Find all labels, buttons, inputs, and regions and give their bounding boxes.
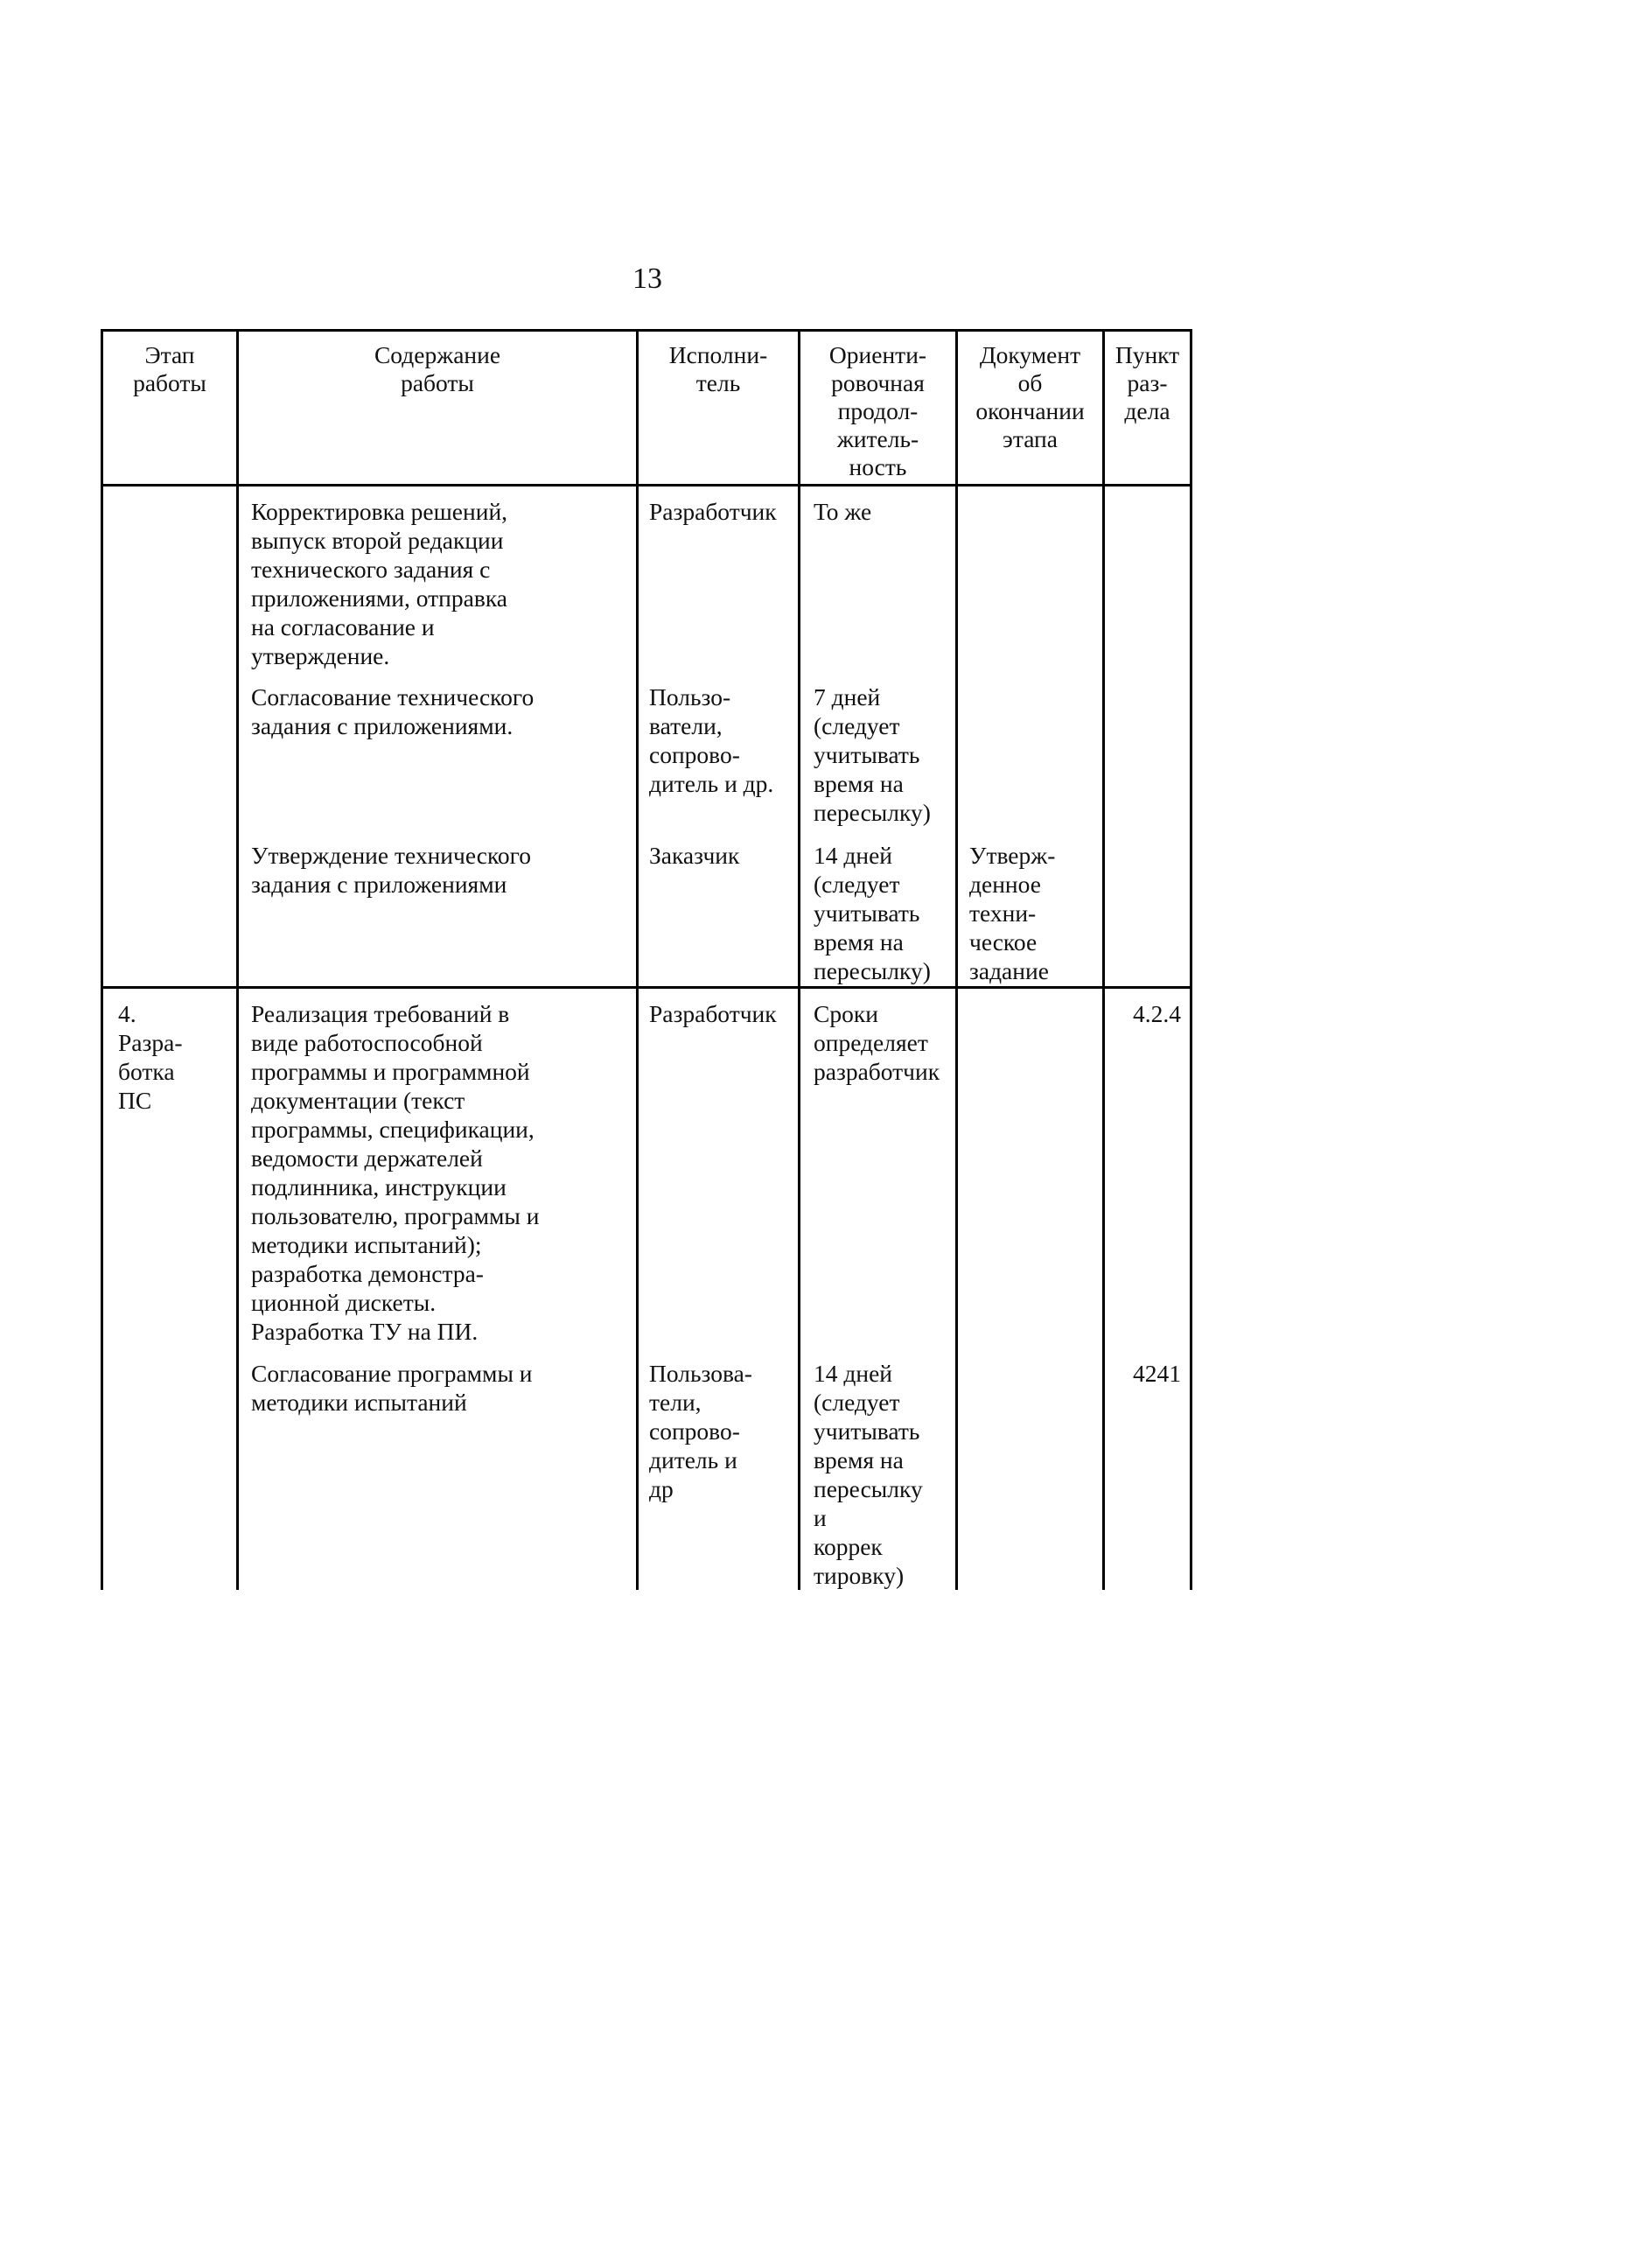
header-content: Содержание работы <box>374 341 501 396</box>
row-4-content: Реализация требований в виде работоспособной программы и программной документации (текст программы, спецификации, ведомости держателей подлинника, инструкции пользователю, программы и методики испытаний); разработка демонстра- ционной дискеты. Разработка ТУ на ПИ. <box>251 1000 540 1345</box>
column-border-stage <box>236 329 239 1590</box>
header-section: Пункт раз- дела <box>1114 341 1180 424</box>
header-executor: Исполни- тель <box>668 341 768 396</box>
row-2-executor: Пользо- ватели, сопрово- дитель и др. <box>649 683 774 797</box>
row-2-content: Согласование технического задания с приложениями. <box>251 683 535 739</box>
column-border-right <box>1190 329 1192 1590</box>
row-2-duration: 7 дней (следует учитывать время на пересылку) <box>814 683 931 826</box>
header-document: Документ об окончании этапа <box>975 341 1085 452</box>
row-4-duration: Сроки определяет разработчик <box>814 1000 940 1085</box>
column-border-duration <box>955 329 958 1590</box>
row-3-document: Утверж- денное техни- ческое задание <box>969 842 1056 984</box>
header-bottom-border <box>101 484 1191 486</box>
column-border-document <box>1102 329 1105 1590</box>
row-3-content: Утверждение технического задания с приложениями <box>251 842 532 898</box>
row-4-section: 4.2.4 <box>1133 1000 1181 1027</box>
page-number: 13 <box>632 262 662 295</box>
row-5-content: Согласование программы и методики испытаний <box>251 1360 533 1416</box>
row-3-duration: 14 дней (следует учитывать время на пересылку) <box>814 842 931 984</box>
row-4-executor: Разработчик <box>649 1000 777 1027</box>
row-5-executor: Пользова- тели, сопрово- дитель и др <box>649 1360 752 1502</box>
column-border-content <box>636 329 639 1590</box>
header-duration: Ориенти- ровочная продол- житель- ность <box>828 341 927 480</box>
row-divider <box>101 986 1191 989</box>
table-top-border <box>101 329 1191 332</box>
row-3-executor: Заказчик <box>649 842 740 869</box>
column-border-left <box>101 329 103 1590</box>
row-1-content: Корректировка решений, выпуск второй редакции технического задания с приложениями, отправка на согласование и утверждение. <box>251 498 508 669</box>
row-5-section: 4241 <box>1133 1360 1181 1387</box>
header-stage: Этап работы <box>133 341 206 396</box>
row-4-stage: 4. Разра- ботка ПС <box>118 1000 183 1114</box>
row-1-duration: То же <box>814 498 872 525</box>
row-1-executor: Разработчик <box>649 498 777 525</box>
row-5-duration: 14 дней (следует учитывать время на пересылку и коррек тировку) <box>814 1360 923 1589</box>
